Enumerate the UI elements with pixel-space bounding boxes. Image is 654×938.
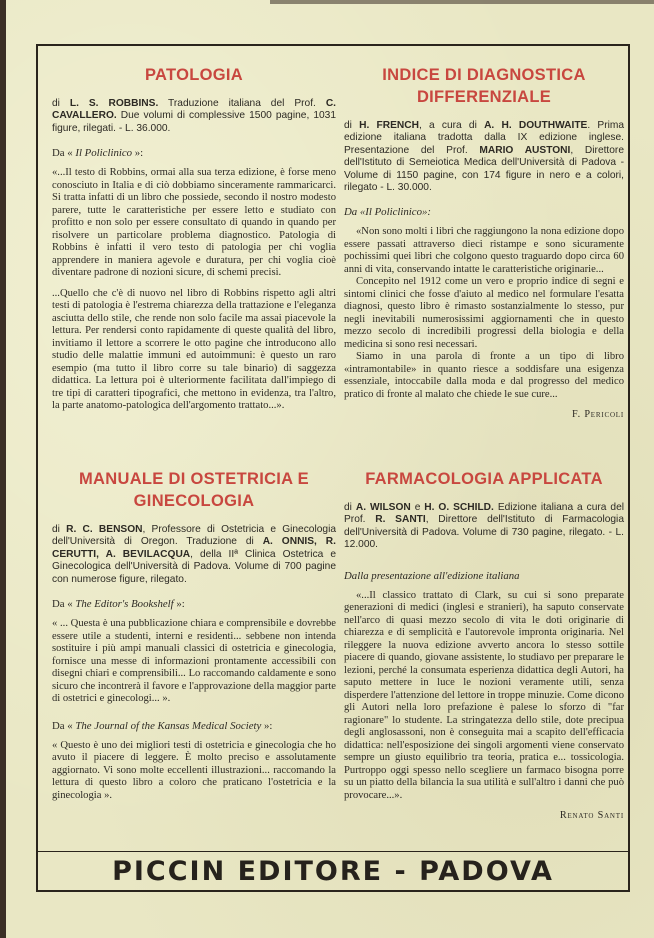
book-translators: A. ONNIS, R. CERUTTI, A. BEVILACQUA <box>52 536 336 560</box>
book-title: MANUALE DI OSTETRICIA E GINECOLOGIA <box>79 470 309 510</box>
desc-text: Due volumi di complessive 1500 pagine, 1031 figure, rilegati. - L. 36.000. <box>52 110 336 134</box>
page-top-edge <box>270 0 654 4</box>
review-paragraph: « Questo è uno dei migliori testi di ostetricia e ginecologia che ho avuto il piacere di leggere. È molto preciso e assolutamente aggiornato. Vi sono molte eccellenti illustrazioni... raccomando la lettura di questo libro a coloro che praticano l'ostetricia e la ginecologia ». <box>52 739 336 801</box>
review-source <box>52 147 336 159</box>
review-paragraph: «...Il testo di Robbins, ormai alla sua terza edizione, è forse meno conosciuto in Italia e di ciò dobbiamo sinceramente rammaricarci. Si tratta infatti di un libro che possiede, secondo il nostro modesto parere, tutte le caratteristiche per essere letto e studiato con profitto e non solo per essere consultato di quando in quando per risolvere un particolare problema diagnostico. Patologia di Robbins è infatti il vero testo di patologia per chi voglia apprendere in maniera agevole e duratura, per chi voglia cioè diventare padrone di nozioni sicure, di schemi precisi. <box>52 167 336 279</box>
review-signature: Renato Santi <box>559 810 624 822</box>
source-prefix: Da « <box>344 206 366 219</box>
desc-text: , Direttore dell'Istituto di Farmacologia dell'Università di Padova. Volume di 730 pagine, rilegato. - L. 12.000. <box>344 514 624 551</box>
review-source <box>344 206 624 218</box>
book-description <box>52 98 336 135</box>
review-paragraph: Concepito nel 1912 come un vero e proprio indice di segni e sintomi clinici che fosse d'aiuto al medico nel formulare l'esatta diagnosi, questo libro è rimasto sostanzialmente lo stesso, pur negli inevitabili numerosissimi aggiornamenti che in questo mezzo secolo di incredibili progressi della biologia e della medicina si sono resi necessari. <box>344 276 624 350</box>
review-source <box>52 720 336 732</box>
book-author: A. WILSON <box>355 502 411 513</box>
review-paragraph: «Non sono molti i libri che raggiungono la nona edizione dopo essere passati attraverso dieci ristampe e sono sicuramente pochissimi quei libri che colgono questo traguardo dopo circa 60 anni di vita, conservando intatte le caratteristiche originarie... <box>344 226 624 275</box>
source-name: Il Policlinico <box>75 147 133 160</box>
book-farmacologia-applicata <box>344 468 624 821</box>
book-author: R. C. BENSON <box>66 524 143 535</box>
review-paragraph: «...Il classico trattato di Clark, su cui si sono preparate generazioni di medici (inglesi e stranieri), ha saputo conservate nell'arco di quasi mezzo secolo di vita le doti originarie di chiarezza e di semplicità e l'autorevole impronta originaria. Nel rileggere la nuova edizione avverto ancora lo stesso sottile piacere di quando, giovane assistente, lo studiavo per preparare le lezioni, perché la consumata esperienza didattica degli Autori, ha saputo mettere in luce le nozioni veramente utili, senza disperdere l'attenzione del lettore in troppe minuzie. Come dicono gli Autori nella loro prefazione è palese lo sforzo di "far ragionare" lo studente. La stringatezza dello stile, dote precipua degli anglosassoni, non è conseguita mai a scapito dell'efficacia didattica: nell'esposizione dei singoli argomenti viene conservato sempre un giusto equilibrio tra teoria, pratica e... tossicologia. Purtroppo oggi spesso nello scegliere un farmaco bisogna porre su un piatto della bilancia la sua utilità e sull'altro i danni che può provocare...». <box>344 589 624 801</box>
source-name: Dalla presentazione all'edizione italiana <box>344 569 520 582</box>
review-paragraph: ...Quello che c'è di nuovo nel libro di Robbins rispetto agli altri testi di patologia è l'estrema chiarezza della trattazione e l'eleganza asciutta dello stile, che rende non solo facile ma assai piacevole la lettura. Per rendersi conto rapidamente di queste qualità del libro, invitiamo il lettore a scorrere le otto pagine che introducono allo studio delle malattie immuni ed autoimmuni: è questo un raro esempio (ma tutto il libro corre su tale binario) di saggezza didattica. La lettura poi è ulteriormente facilitata dall'impiego di tre tipi di caratteri tipografici, che mettono in evidenza, tra l'altro, la parte anatomo-patologica dell'argomento trattato...». <box>52 287 336 412</box>
book-description <box>52 524 336 586</box>
book-description <box>344 502 624 552</box>
catalog-frame <box>36 44 630 892</box>
book-coauthor: H. O. SCHILD. <box>424 502 494 513</box>
desc-prefix: di <box>52 524 67 535</box>
review-source <box>52 598 336 610</box>
book-presenter: MARIO AUSTONI <box>479 144 571 156</box>
desc-prefix: di <box>344 120 360 131</box>
desc-text: , Professore di Ostetricia e Ginecologia dell'Università di Oregon. Traduzione di <box>52 524 337 548</box>
book-editor: R. SANTI <box>375 514 426 526</box>
source-name: The Journal of the Kansas Medical Society <box>75 719 262 732</box>
source-suffix: »: <box>132 147 144 160</box>
publisher-footer: PICCIN EDITORE - PADOVA <box>112 856 554 887</box>
source-suffix: »: <box>421 206 431 219</box>
review-source <box>344 570 624 582</box>
book-title: FARMACOLOGIA APPLICATA <box>365 470 603 488</box>
book-author: H. FRENCH <box>359 120 419 131</box>
source-suffix: »: <box>261 719 273 732</box>
book-patologia <box>52 64 336 421</box>
review-signature: F. Pericoli <box>571 409 624 421</box>
source-suffix: »: <box>173 598 185 611</box>
desc-text: , della IIª Clinica Ostetrica e Ginecologica dell'Università di Padova. Volume di 700 pagine con numerose figure, rilegato. <box>52 548 337 585</box>
desc-text: , a cura di <box>418 120 485 131</box>
source-prefix: Da « <box>52 719 76 732</box>
desc-text: e <box>410 502 425 513</box>
source-name: Il Policlinico <box>365 206 422 219</box>
source-prefix: Da « <box>52 147 76 160</box>
book-translator: C. CAVALLERO. <box>52 98 337 122</box>
source-prefix: Da « <box>52 598 76 611</box>
page-edge-shadow <box>0 0 6 938</box>
desc-prefix: di <box>52 98 70 109</box>
book-title: PATOLOGIA <box>144 66 244 84</box>
desc-prefix: di <box>344 502 356 513</box>
desc-text: . Prima edizione italiana tradotta dalla IX edizione inglese. Presentazione del Prof. <box>344 120 625 156</box>
desc-text: Edizione italiana a cura del Prof. <box>344 502 625 526</box>
book-ostetricia-ginecologia <box>52 468 336 810</box>
book-author: L. S. ROBBINS. <box>69 98 159 109</box>
desc-text: , Direttore dell'Istituto di Semeiotica Medica dell'Università di Padova - Volume di 1150 pagine, con 174 figure in nero e a colori, rilegato - L. 30.000. <box>344 144 624 194</box>
book-editor: A. H. DOUTHWAITE <box>484 120 588 131</box>
footer-divider <box>38 851 628 852</box>
book-title: INDICE DI DIAGNOSTICA DIFFERENZIALE <box>382 66 586 106</box>
review-paragraph: « ... Questa è una pubblicazione chiara e comprensibile e dovrebbe essere utile a studenti, interni e residenti... sebbene non intenda sostituire i più ampi manuali classici di ostetricia e ginecologia, fornisce una messe di informazioni prontamente accessibili con disegni chiari e comprensibili... Lo raccomando caldamente e sono sicuro che incontrerà il favore e l'approvazione della maggior parte di ostetrici e ginecologi... ». <box>52 618 336 705</box>
source-name: The Editor's Bookshelf <box>75 598 174 611</box>
review-paragraph: Siamo in una parola di fronte a un tipo di libro «intramontabile» in quanto riesce a soddisfare una esigenza essenziale, intoccabile dalla moda e dal progresso del medico pratico di fronte al malato che chiede le sue cure... <box>344 351 624 400</box>
book-indice-diagnostica <box>344 64 624 420</box>
desc-text: Traduzione italiana del Prof. <box>158 98 326 109</box>
book-description <box>344 120 624 194</box>
